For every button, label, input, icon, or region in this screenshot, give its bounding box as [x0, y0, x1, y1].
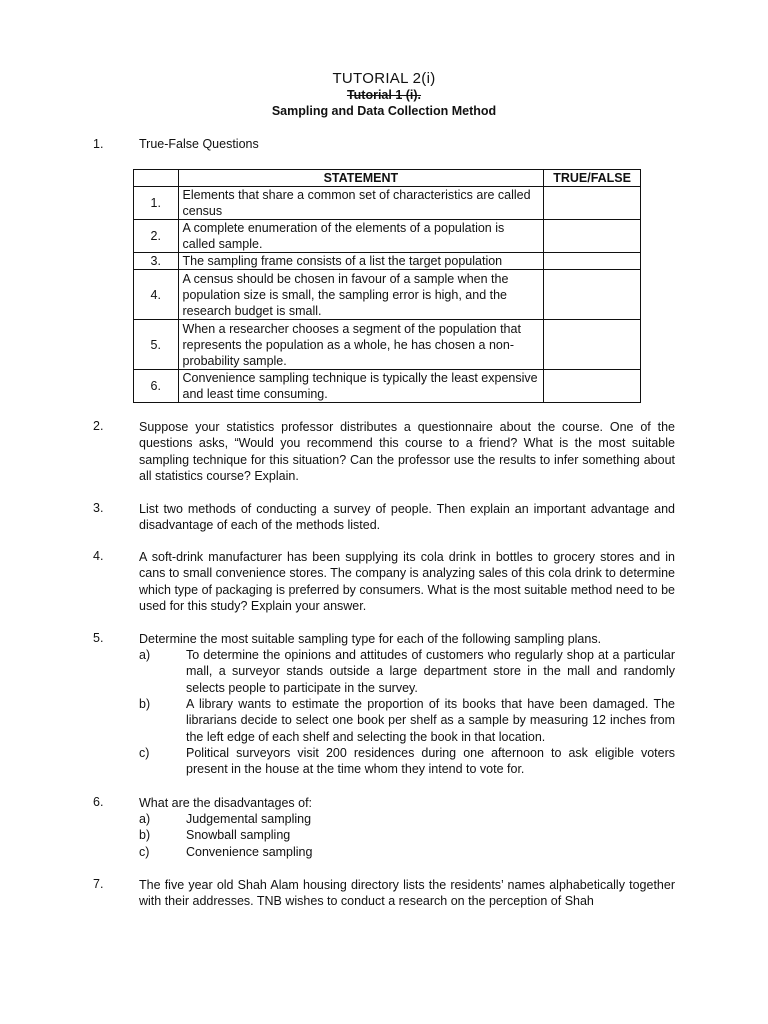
table-row	[134, 270, 641, 320]
row-answer-cell[interactable]	[544, 320, 641, 370]
table-row	[134, 220, 641, 253]
question-5-item	[0, 696, 768, 746]
row-statement: When a researcher chooses a segment of the population that represents the population as a whole, he has chosen a non-probability sample.	[178, 320, 544, 370]
table-row	[134, 320, 641, 370]
item-label: a)	[139, 812, 151, 826]
table-header-row	[134, 170, 641, 187]
question-4-text: A soft-drink manufacturer has been supplying its cola drink in bottles to grocery stores and in cans to small convenience stores. The company is analyzing sales of this cola drink to determine which type of packaging is preferred by consumers. What is the most suitable method need to be used for this study? Explain your answer.	[139, 550, 675, 613]
question-6-item	[0, 844, 768, 861]
question-4-number: 4.	[93, 549, 104, 563]
item-text: Convenience sampling	[186, 845, 313, 859]
question-6-number: 6.	[93, 795, 104, 809]
item-label: b)	[139, 697, 151, 711]
row-statement: A complete enumeration of the elements of a population is called sample.	[178, 220, 544, 253]
question-3-text: List two methods of conducting a survey of people. Then explain an important advantage and disadvantage of each of the methods listed.	[139, 502, 675, 533]
question-1-heading: True-False Questions	[139, 137, 259, 151]
row-answer-cell[interactable]	[544, 220, 641, 253]
question-6-item	[0, 827, 768, 844]
question-6-text: What are the disadvantages of:	[139, 796, 313, 810]
row-answer-cell[interactable]	[544, 270, 641, 320]
item-label: a)	[139, 648, 151, 662]
table-header-blank	[134, 170, 179, 187]
page-subtitle: Sampling and Data Collection Method	[271, 104, 497, 118]
page-title: TUTORIAL 2(i)	[332, 70, 436, 87]
item-label: b)	[139, 828, 151, 842]
question-5-text: Determine the most suitable sampling type for each of the following sampling plans.	[139, 632, 602, 646]
row-statement: A census should be chosen in favour of a sample when the population size is small, the sampling error is high, and the research budget is small.	[178, 270, 544, 320]
row-number: 2.	[134, 220, 179, 253]
row-number: 6.	[134, 370, 179, 403]
question-5-item	[0, 647, 768, 697]
item-text: Political surveyors visit 200 residences during one afternoon to ask eligible voters present in the house at the time whom they intend to vote for.	[186, 746, 675, 777]
table-row	[134, 187, 641, 220]
row-answer-cell[interactable]	[544, 370, 641, 403]
question-3-number: 3.	[93, 501, 104, 515]
question-6-item	[0, 811, 768, 828]
question-7-text: The five year old Shah Alam housing directory lists the residents’ names alphabetically together with their addresses. TNB wishes to conduct a research on the perception of Shah	[139, 878, 675, 909]
row-number: 1.	[134, 187, 179, 220]
item-text: Snowball sampling	[186, 828, 291, 842]
row-statement: The sampling frame consists of a list the target population	[178, 253, 544, 270]
table-header-true-false: TRUE/FALSE	[544, 170, 641, 187]
question-2-number: 2.	[93, 419, 104, 433]
row-number: 3.	[134, 253, 179, 270]
true-false-table	[133, 169, 641, 403]
item-label: c)	[139, 746, 150, 760]
row-statement: Elements that share a common set of characteristics are called census	[178, 187, 544, 220]
question-1-number: 1.	[93, 137, 104, 151]
item-text: Judgemental sampling	[186, 812, 312, 826]
question-5-number: 5.	[93, 631, 104, 645]
question-2-text: Suppose your statistics professor distributes a questionnaire about the course. One of the questions asks, “Would you recommend this course to a friend? What is the most suitable sampling technique for this situation? Can the professor use the results to infer something about all statistics course? Explain.	[139, 420, 675, 483]
table-row	[134, 370, 641, 403]
row-statement: Convenience sampling technique is typically the least expensive and least time consuming.	[178, 370, 544, 403]
row-number: 5.	[134, 320, 179, 370]
item-label: c)	[139, 845, 150, 859]
row-number: 4.	[134, 270, 179, 320]
item-text: A library wants to estimate the proportion of its books that have been damaged. The librarians decide to select one book per shelf as a sample by measuring 12 inches from the left edge of each shelf and selecting the book in that location.	[186, 697, 675, 744]
table-row	[134, 253, 641, 270]
question-7-number: 7.	[93, 877, 104, 891]
item-text: To determine the opinions and attitudes of customers who regularly shop at a particular mall, a surveyor stands outside a large department store in the mall and randomly selects people to participate in the survey.	[186, 648, 675, 695]
question-5-item	[0, 745, 768, 779]
row-answer-cell[interactable]	[544, 253, 641, 270]
struck-title: Tutorial 1 (i).	[346, 88, 422, 102]
row-answer-cell[interactable]	[544, 187, 641, 220]
table-header-statement: STATEMENT	[178, 170, 544, 187]
